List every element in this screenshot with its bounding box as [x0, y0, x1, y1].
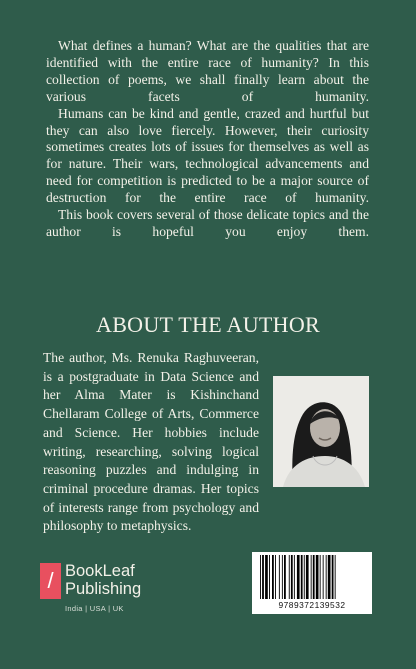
book-blurb [46, 38, 369, 241]
barcode-bar [289, 555, 290, 599]
barcode-bar [294, 555, 295, 599]
publisher-name [65, 562, 225, 598]
author-bio: The author, Ms. Renuka Raghuveeran, is a postgraduate in Data Science and her Alma Mater is Kishinchand Chellaram College of Arts, Commerce and Science. Her hobbies include writing, researching, solving logical reasoning puzzles and indulging in criminal procedure dramas. Her topics of interests range from psychology and philosophy to metaphysics. [43, 350, 259, 534]
publisher-logo-mark: / [40, 563, 61, 599]
author-photo [273, 376, 369, 487]
barcode-bar [275, 555, 276, 599]
blurb-paragraph-1: What defines a human? What are the qualities that are identified with the entire race of humanity? In this collection of poems, we shall finally learn about the various facets of humanity. [46, 38, 369, 104]
barcode-bar [297, 555, 300, 599]
isbn-barcode [252, 552, 372, 614]
publisher-name-line2: Publishing [65, 580, 142, 598]
barcode-bar [265, 555, 268, 599]
blurb-paragraph-3: This book covers several of those delicate topics and the author is hopeful you enjoy them. [46, 207, 369, 239]
barcode-bar [326, 555, 327, 599]
barcode-bar [306, 555, 309, 599]
barcode-bar [284, 555, 286, 599]
publisher-name-line1: BookLeaf [65, 562, 135, 580]
barcode-bar [313, 555, 315, 599]
barcode-bar [328, 555, 331, 599]
barcode-bars [258, 555, 366, 599]
barcode-bar [323, 555, 324, 599]
barcode-bar [335, 555, 336, 599]
isbn-number: 9789372139532 [278, 600, 346, 610]
barcode-bar [304, 555, 305, 599]
barcode-bar [291, 555, 293, 599]
barcode-bar [311, 555, 312, 599]
barcode-bar [279, 555, 280, 599]
barcode-bar [320, 555, 321, 599]
barcode-bar [282, 555, 283, 599]
barcode-bar [269, 555, 270, 599]
blurb-paragraph-2: Humans can be kind and gentle, crazed and hurtful but they can also love fiercely. However, their curiosity sometimes creates lots of issues for themselves as well as for nature. Their wars, technological advancements and need for competition is predicted to be a major source of destruction for the entire race of humanity. [46, 105, 369, 206]
barcode-bar [272, 555, 274, 599]
barcode-bar [332, 555, 334, 599]
about-author-heading: ABOUT THE AUTHOR [96, 312, 320, 337]
barcode-bar [316, 555, 319, 599]
barcode-bar [262, 555, 264, 599]
barcode-bar [301, 555, 303, 599]
publisher-regions: India | USA | UK [65, 604, 124, 613]
barcode-bar [260, 555, 261, 599]
